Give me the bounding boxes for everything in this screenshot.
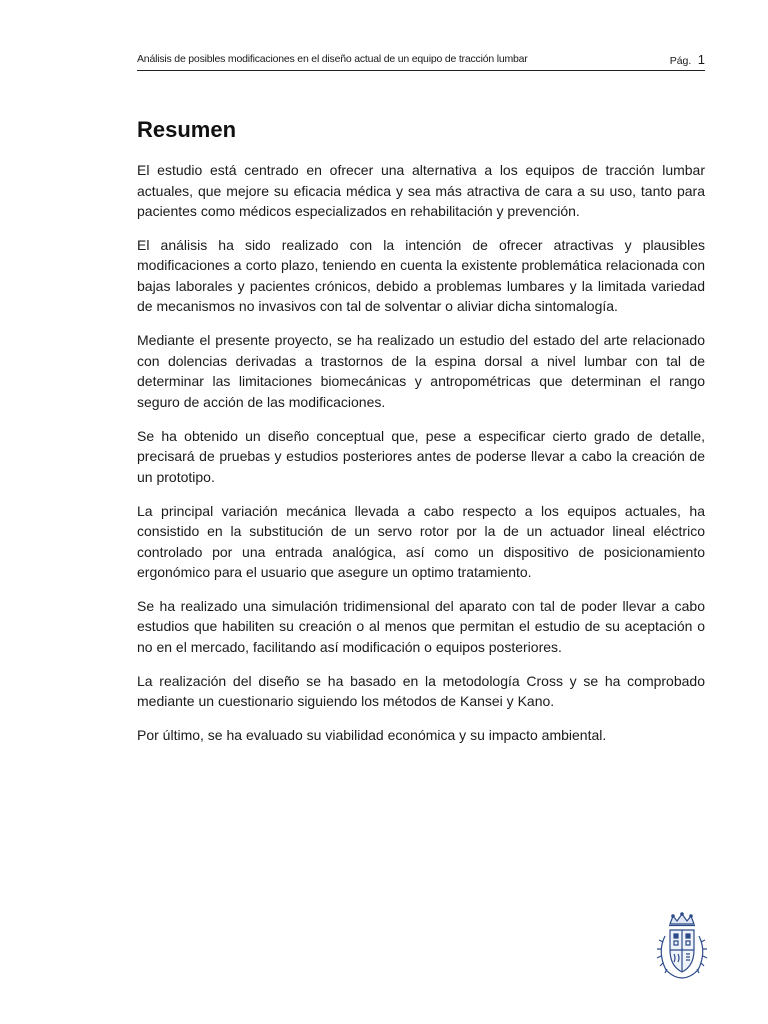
header-page-label: Pág. [669, 55, 692, 67]
abstract-paragraph: Mediante el presente proyecto, se ha realizado un estudio del estado del arte relacionado con dolencias derivadas a trastornos de la espina dorsal a nivel lumbar con tal de determinar las limitaciones biomecánicas y antropométricas que determinan el rango seguro de acción de las modificaciones. [137, 332, 705, 410]
abstract-paragraph: El análisis ha sido realizado con la intención de ofrecer atractivas y plausibles modificaciones a corto plazo, teniendo en cuenta la existente problemática relacionada con bajas laborales y pacientes crónicos, debido a problemas lumbares y la limitada variedad de mecanismos no invasivos con tal de solventar o aliviar dicha sintomalogía. [137, 236, 705, 315]
abstract-paragraph: Se ha obtenido un diseño conceptual que, pese a especificar cierto grado de detalle, precisará de pruebas y estudios posteriores antes de poderse llevar a cabo la creación de un prototipo. [137, 427, 705, 485]
header-page-number: 1 [697, 52, 705, 67]
abstract-paragraph: Por último, se ha evaluado su viabilidad económica y su impacto ambiental. [137, 727, 607, 744]
abstract-paragraph: La principal variación mecánica llevada a cabo respecto a los equipos actuales, ha consistido en la substitución de un servo rotor por la de un actuador lineal eléctrico controlado por una entrada analógica, así como un dispositivo de posicionamiento ergonómico para el usuario que asegure un optimo tratamiento. [137, 502, 705, 581]
page-header [137, 50, 705, 71]
abstract-paragraph: El estudio está centrado en ofrecer una alternativa a los equipos de tracción lumbar actuales, que mejore su eficacia médica y sea más atractiva de cara a su uso, tanto para pacientes como médicos especializados en rehabilitación y prevención. [137, 162, 705, 219]
header-page-indicator [670, 51, 705, 69]
abstract-body [137, 160, 705, 759]
header-title: Análisis de posibles modificaciones en el diseño actual de un equipo de tracción lumbar [137, 53, 528, 65]
abstract-paragraph: La realización del diseño se ha basado en la metodología Cross y se ha comprobado mediante un cuestionario siguiendo los métodos de Kansei y Kano. [137, 672, 705, 710]
abstract-paragraph: Se ha realizado una simulación tridimensional del aparato con tal de poder llevar a cabo estudios que habiliten su creación o al menos que permitan el estudio de su aceptación o no en el mercado, facilitando así modificación o equipos posteriores. [137, 597, 705, 655]
section-title: Resumen [137, 117, 237, 142]
university-seal-icon [652, 912, 712, 980]
